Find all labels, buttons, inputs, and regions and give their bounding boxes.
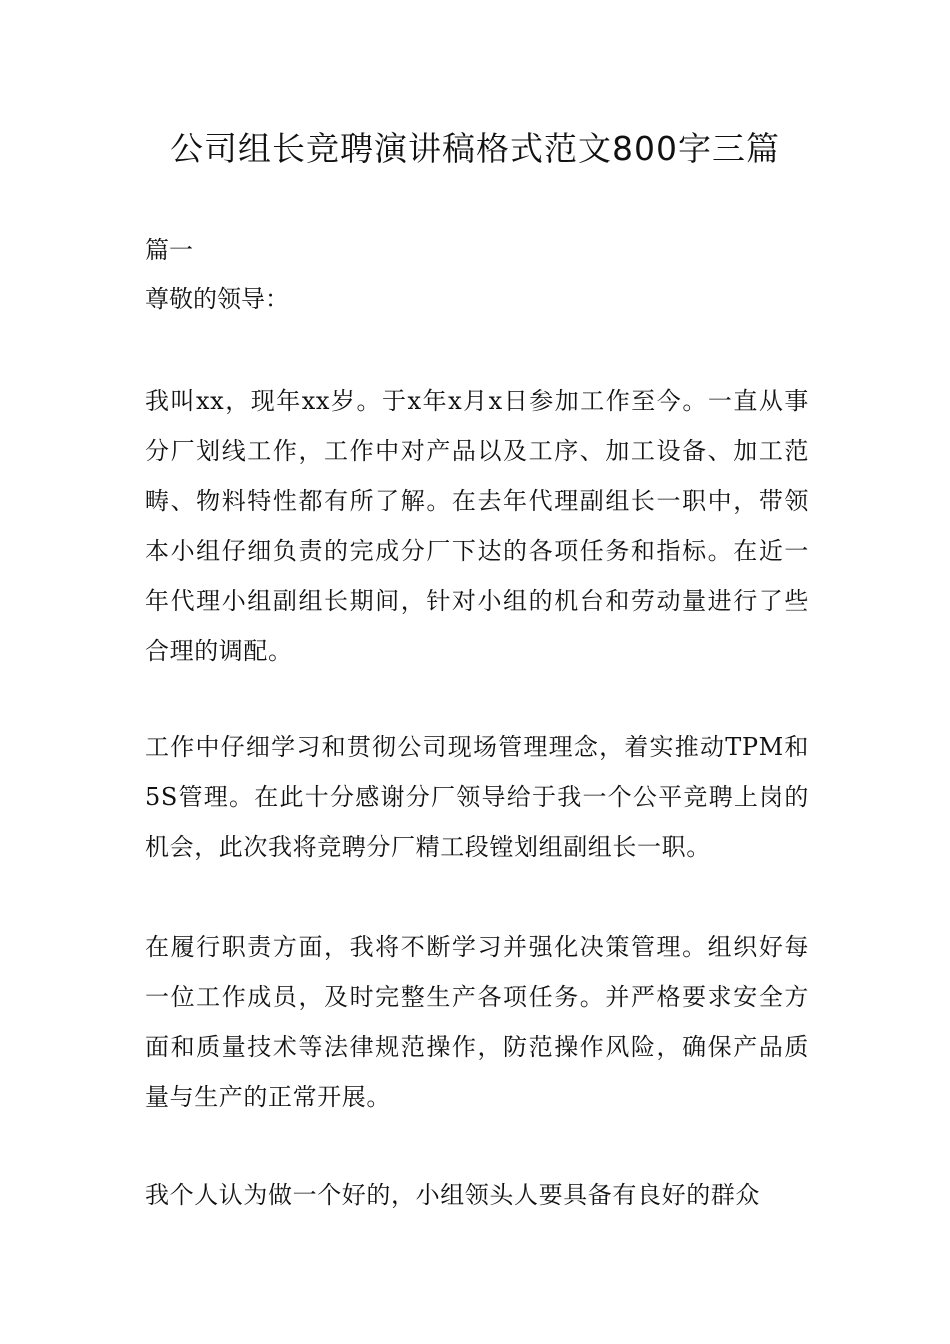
salutation: 尊敬的领导： (145, 285, 289, 313)
body-paragraph-2: 工作中仔细学习和贯彻公司现场管理理念，着实推动TPM和5S管理。在此十分感谢分厂领导给于我一个公平竞聘上岗的机会，此次我将竞聘分厂精工段镗划组副组长一职。 (145, 733, 809, 861)
body-paragraph-1: 我叫xx，现年xx岁。于x年x月x日参加工作至今。一直从事分厂划线工作，工作中对产品以及工序、加工设备、加工范畴、物料特性都有所了解。在去年代理副组长一职中，带领本小组仔细负责的完成分厂下达的各项任务和指标。在近一年代理小组副组长期间，针对小组的机台和劳动量进行了些合理的调配。 (145, 387, 809, 665)
section-heading: 篇一 (145, 236, 193, 264)
body-paragraph-3: 在履行职责方面，我将不断学习并强化决策管理。组织好每一位工作成员，及时完整生产各项任务。并严格要求安全方面和质量技术等法律规范操作，防范操作风险，确保产品质量与生产的正常开展。 (145, 933, 809, 1111)
document-title: 公司组长竞聘演讲稿格式范文800字三篇 (170, 129, 780, 168)
body-paragraph-4: 我个人认为做一个好的，小组领头人要具备有良好的群众 (145, 1181, 760, 1209)
